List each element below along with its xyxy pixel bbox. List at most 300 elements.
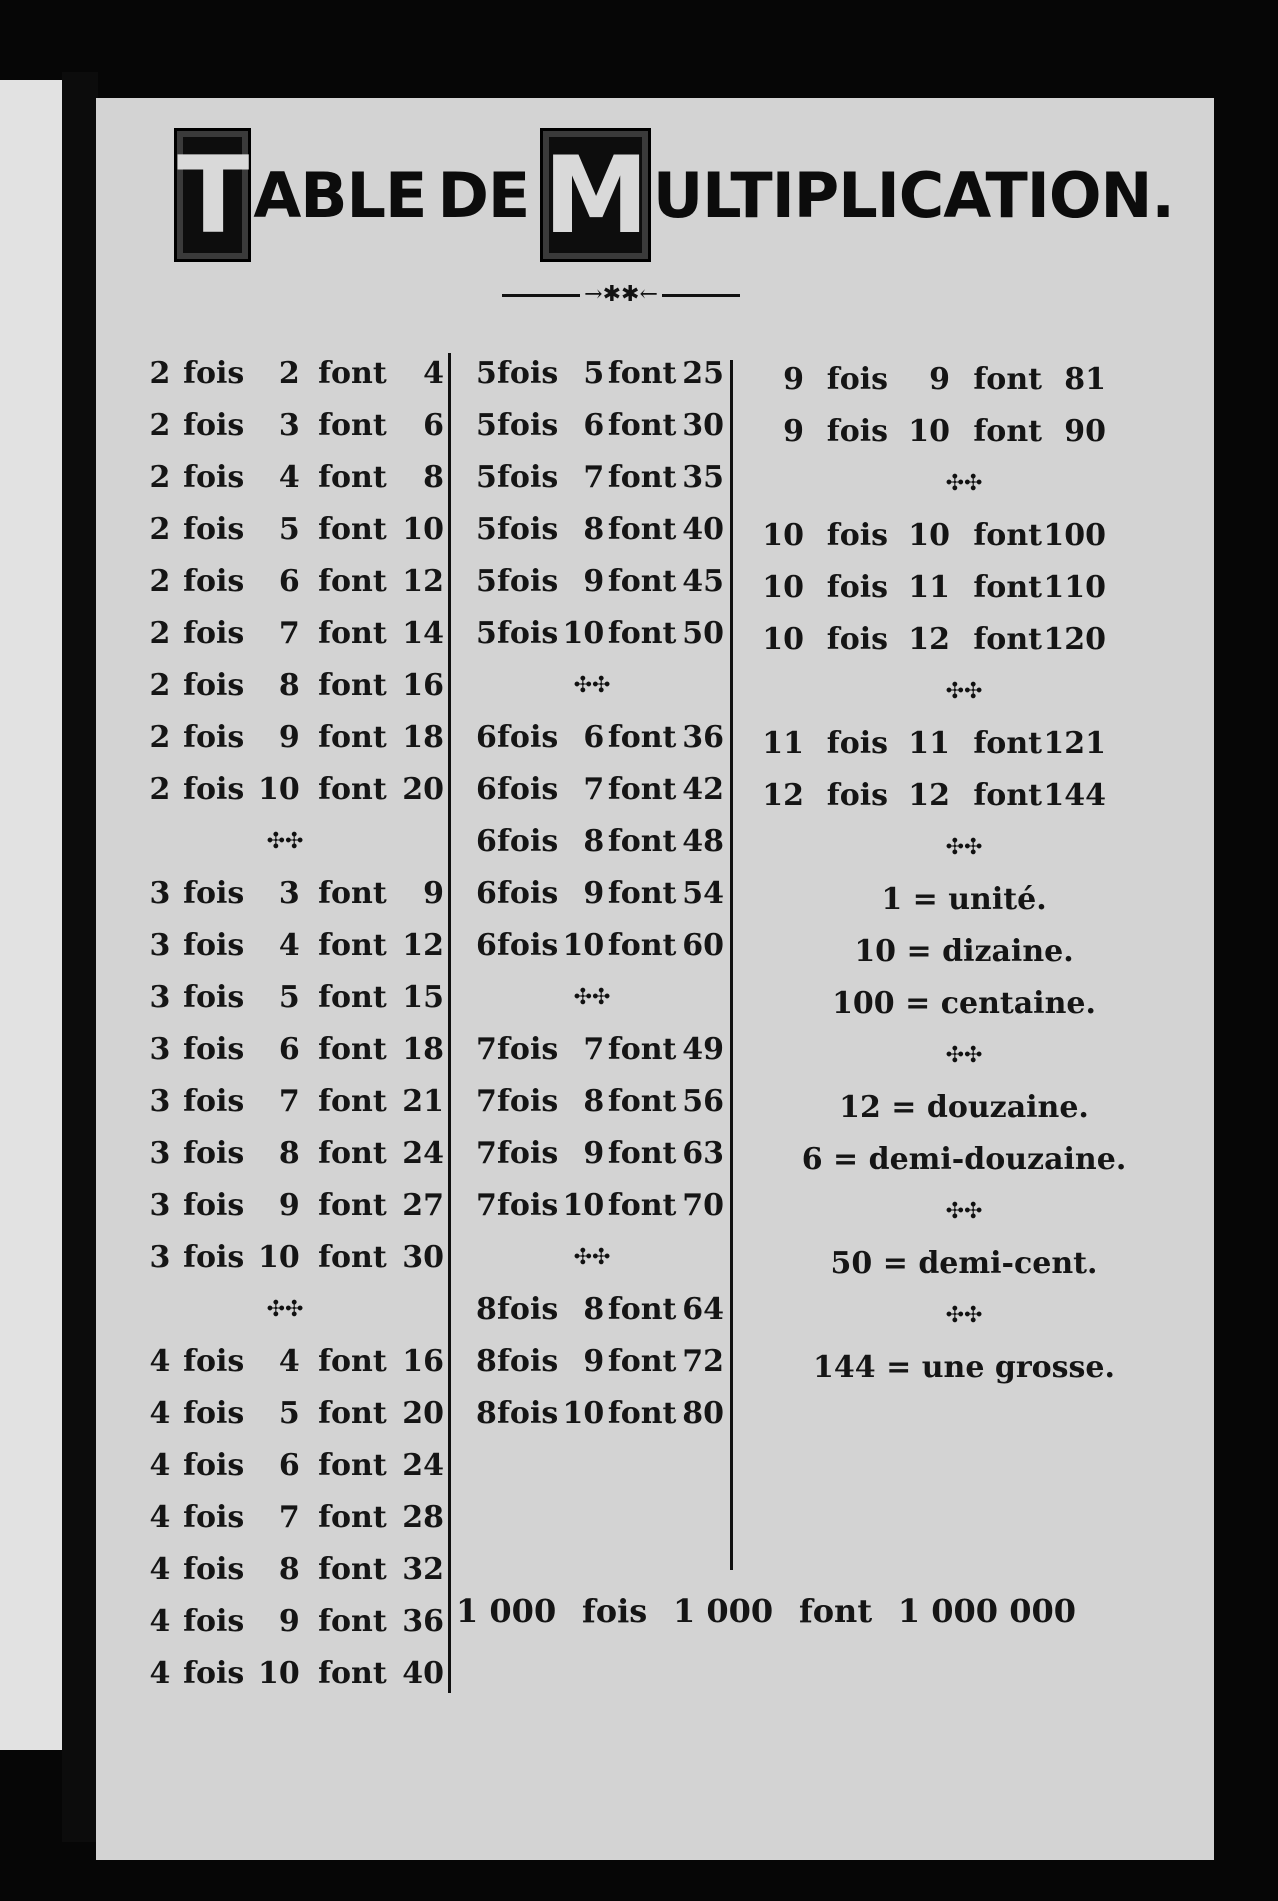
- row-cell-b: 8: [583, 512, 605, 547]
- table-column-3: [744, 354, 1184, 1394]
- row-cell-w1: fois: [183, 928, 245, 963]
- row-cell-a: 8: [475, 1396, 497, 1431]
- row-cell-a: 7: [475, 1136, 497, 1171]
- table-row: [126, 608, 444, 660]
- row-cell-w1: fois: [497, 1188, 559, 1223]
- group-separator: ✣✣: [266, 1297, 304, 1322]
- row-cell-a: 2: [149, 720, 171, 755]
- row-cell-p: 30: [402, 1240, 444, 1275]
- row-cell-p: 35: [682, 460, 724, 495]
- row-cell-w1: fois: [183, 720, 245, 755]
- row-cell-w2: font: [318, 356, 387, 391]
- column-rule-2: [730, 360, 733, 1570]
- group-separator: ✣✣: [945, 835, 983, 860]
- table-row: [460, 868, 724, 920]
- page-title: [174, 120, 1174, 270]
- row-cell-a: 2: [149, 564, 171, 599]
- row-cell-w2: font: [318, 616, 387, 651]
- row-cell-w1: fois: [826, 414, 888, 449]
- row-cell-p: 42: [682, 772, 724, 807]
- table-row: [126, 1336, 444, 1388]
- row-cell-p: 45: [682, 564, 724, 599]
- row-cell-a: 6: [475, 928, 497, 963]
- row-cell-w1: fois: [497, 1344, 559, 1379]
- document-page: [96, 98, 1214, 1860]
- row-cell-w1: fois: [183, 408, 245, 443]
- row-cell-w2: font: [318, 1136, 387, 1171]
- row-cell-w2: font: [318, 1656, 387, 1691]
- row-cell-a: 3: [149, 980, 171, 1015]
- row-cell-b: 8: [278, 1552, 300, 1587]
- row-cell-w2: font: [607, 460, 677, 495]
- table-column-2: [460, 348, 724, 1440]
- row-cell-a: 6: [475, 720, 497, 755]
- group-separator: ✣✣: [945, 1303, 983, 1328]
- row-cell-a: 10: [762, 570, 804, 605]
- row-cell-a: 5: [475, 356, 497, 391]
- table-row: [460, 712, 724, 764]
- table-row: [744, 354, 1184, 406]
- row-cell-p: 32: [402, 1552, 444, 1587]
- table-row: [126, 1024, 444, 1076]
- table-row: [126, 348, 444, 400]
- row-cell-b: 7: [278, 616, 300, 651]
- table-row: [126, 1076, 444, 1128]
- row-cell-a: 2: [149, 668, 171, 703]
- row-cell-p: 27: [402, 1188, 444, 1223]
- row-cell-w2: font: [607, 616, 677, 651]
- row-cell-p: 24: [402, 1448, 444, 1483]
- row-cell-p: 60: [682, 928, 724, 963]
- row-cell-w1: fois: [183, 1188, 245, 1223]
- row-cell-b: 3: [278, 876, 300, 911]
- row-cell-b: 9: [583, 1344, 605, 1379]
- row-cell-w2: font: [318, 1448, 387, 1483]
- row-cell-b: 9: [583, 564, 605, 599]
- row-cell-w1: fois: [497, 928, 559, 963]
- table-row: [460, 452, 724, 504]
- row-cell-b: 10: [258, 1240, 300, 1275]
- table-row: [126, 868, 444, 920]
- row-cell-w2: font: [973, 362, 1042, 397]
- row-cell-w1: fois: [183, 1084, 245, 1119]
- row-cell-w1: fois: [183, 1552, 245, 1587]
- table-row: [744, 562, 1184, 614]
- row-cell-w1: fois: [183, 1656, 245, 1691]
- row-cell-p: 63: [682, 1136, 724, 1171]
- row-cell-b: 4: [278, 928, 300, 963]
- row-cell-w2: font: [607, 876, 677, 911]
- row-cell-w2: font: [607, 564, 677, 599]
- final-product: 1 000 000: [897, 1592, 1076, 1630]
- row-cell-w1: fois: [183, 512, 245, 547]
- row-cell-b: 12: [908, 622, 950, 657]
- row-cell-w2: font: [318, 1396, 387, 1431]
- row-cell-b: 9: [929, 362, 950, 397]
- row-cell-a: 6: [475, 824, 497, 859]
- row-cell-w2: font: [318, 512, 387, 547]
- title-initial-t: T: [174, 128, 251, 262]
- row-cell-b: 6: [583, 408, 605, 443]
- row-cell-a: 11: [762, 726, 804, 761]
- row-cell-w2: font: [318, 1188, 387, 1223]
- row-cell-w1: fois: [826, 362, 888, 397]
- row-cell-w1: fois: [497, 1396, 559, 1431]
- table-row: [126, 400, 444, 452]
- row-cell-p: 18: [402, 1032, 444, 1067]
- row-cell-p: 50: [682, 616, 724, 651]
- table-row: [460, 764, 724, 816]
- row-cell-p: 15: [402, 980, 444, 1015]
- row-cell-w1: fois: [183, 1448, 245, 1483]
- row-cell-a: 4: [149, 1344, 171, 1379]
- row-cell-w1: fois: [183, 460, 245, 495]
- row-cell-w2: font: [973, 570, 1042, 605]
- title-word-able: ABLE: [253, 158, 427, 232]
- row-cell-a: 3: [149, 1240, 171, 1275]
- row-cell-a: 8: [475, 1344, 497, 1379]
- row-cell-w2: font: [318, 928, 387, 963]
- row-cell-w1: fois: [497, 1084, 559, 1119]
- row-cell-p: 20: [402, 772, 444, 807]
- row-cell-b: 8: [278, 1136, 300, 1171]
- row-cell-a: 4: [149, 1396, 171, 1431]
- row-cell-p: 18: [402, 720, 444, 755]
- row-cell-w1: fois: [183, 616, 245, 651]
- row-cell-w1: fois: [183, 564, 245, 599]
- table-row: [126, 1596, 444, 1648]
- row-cell-p: 56: [682, 1084, 724, 1119]
- row-cell-w2: font: [318, 1500, 387, 1535]
- row-cell-a: 3: [149, 1136, 171, 1171]
- row-cell-w2: font: [607, 1396, 677, 1431]
- final-a: 1 000: [456, 1592, 557, 1630]
- row-cell-p: 4: [423, 356, 444, 391]
- row-cell-w1: fois: [497, 564, 559, 599]
- row-cell-w1: fois: [183, 1500, 245, 1535]
- equivalence-line: 10 = dizaine.: [854, 934, 1074, 969]
- row-cell-w2: font: [607, 1292, 677, 1327]
- table-row: [126, 1440, 444, 1492]
- row-cell-w2: font: [973, 726, 1042, 761]
- equivalence-line: 12 = douzaine.: [839, 1090, 1089, 1125]
- row-cell-b: 8: [583, 824, 605, 859]
- row-cell-w2: font: [607, 1084, 677, 1119]
- row-cell-b: 8: [278, 668, 300, 703]
- row-cell-w1: fois: [183, 1136, 245, 1171]
- row-cell-w1: fois: [826, 622, 888, 657]
- table-row: [126, 1648, 444, 1700]
- row-cell-p: 110: [1043, 570, 1106, 605]
- row-cell-b: 12: [908, 778, 950, 813]
- row-cell-w2: font: [607, 1188, 677, 1223]
- row-cell-b: 4: [278, 460, 300, 495]
- row-cell-b: 7: [278, 1500, 300, 1535]
- row-cell-b: 6: [278, 1032, 300, 1067]
- row-cell-b: 6: [278, 1448, 300, 1483]
- row-cell-a: 5: [475, 564, 497, 599]
- row-cell-a: 3: [149, 876, 171, 911]
- row-cell-b: 10: [908, 414, 950, 449]
- row-cell-b: 9: [278, 1604, 300, 1639]
- row-cell-b: 10: [562, 928, 605, 963]
- row-cell-p: 120: [1043, 622, 1106, 657]
- row-cell-p: 12: [402, 564, 444, 599]
- row-cell-w1: fois: [497, 824, 559, 859]
- table-row: [460, 1388, 724, 1440]
- group-separator: ✣✣: [945, 471, 983, 496]
- table-row: [126, 1544, 444, 1596]
- table-row: [744, 614, 1184, 666]
- group-separator: ✣✣: [573, 673, 611, 698]
- row-cell-w1: fois: [497, 356, 559, 391]
- title-initial-m: M: [540, 128, 650, 262]
- table-row: [460, 1024, 724, 1076]
- row-cell-b: 7: [583, 1032, 605, 1067]
- table-column-1: [126, 348, 444, 1700]
- row-cell-b: 9: [278, 1188, 300, 1223]
- table-row: [126, 1180, 444, 1232]
- row-cell-w2: font: [973, 518, 1042, 553]
- row-cell-w1: fois: [183, 1032, 245, 1067]
- row-cell-p: 21: [402, 1084, 444, 1119]
- row-cell-a: 8: [475, 1292, 497, 1327]
- row-cell-b: 8: [583, 1292, 605, 1327]
- row-cell-p: 100: [1043, 518, 1106, 553]
- row-cell-b: 11: [908, 570, 950, 605]
- row-cell-p: 14: [402, 616, 444, 651]
- row-cell-w2: font: [318, 1552, 387, 1587]
- table-row: [126, 452, 444, 504]
- row-cell-p: 16: [402, 1344, 444, 1379]
- row-cell-a: 5: [475, 460, 497, 495]
- row-cell-w2: font: [607, 512, 677, 547]
- row-cell-p: 24: [402, 1136, 444, 1171]
- title-word-de: DE: [437, 158, 530, 232]
- adjacent-page-edge: [0, 80, 62, 1750]
- row-cell-p: 121: [1043, 726, 1106, 761]
- equivalence-line: 144 = une grosse.: [813, 1350, 1115, 1385]
- row-cell-p: 81: [1064, 362, 1106, 397]
- table-row: [744, 406, 1184, 458]
- table-row: [126, 556, 444, 608]
- final-b: 1 000: [672, 1592, 774, 1630]
- row-cell-p: 16: [402, 668, 444, 703]
- row-cell-w1: fois: [826, 570, 888, 605]
- table-row: [744, 718, 1184, 770]
- row-cell-p: 64: [682, 1292, 724, 1327]
- row-cell-b: 5: [278, 512, 300, 547]
- equivalence-line: 1 = unité.: [881, 882, 1047, 917]
- row-cell-w2: font: [318, 1032, 387, 1067]
- table-row: [460, 1076, 724, 1128]
- row-cell-p: 49: [682, 1032, 724, 1067]
- row-cell-p: 12: [402, 928, 444, 963]
- table-row: [744, 510, 1184, 562]
- row-cell-w2: font: [318, 564, 387, 599]
- row-cell-p: 8: [423, 460, 444, 495]
- row-cell-w1: fois: [183, 1396, 245, 1431]
- row-cell-w1: fois: [497, 720, 559, 755]
- row-cell-w2: font: [318, 460, 387, 495]
- table-row: [460, 504, 724, 556]
- row-cell-b: 4: [278, 1344, 300, 1379]
- row-cell-a: 4: [149, 1656, 171, 1691]
- row-cell-w1: fois: [497, 1292, 559, 1327]
- row-cell-b: 8: [583, 1084, 605, 1119]
- group-separator: ✣✣: [945, 679, 983, 704]
- row-cell-p: 6: [423, 408, 444, 443]
- table-row: [460, 1336, 724, 1388]
- row-cell-a: 10: [762, 622, 804, 657]
- row-cell-w1: fois: [183, 980, 245, 1015]
- table-row: [126, 764, 444, 816]
- table-row: [460, 920, 724, 972]
- row-cell-w2: font: [607, 1344, 677, 1379]
- row-cell-a: 5: [475, 408, 497, 443]
- final-line: [456, 1592, 1076, 1630]
- row-cell-w2: font: [318, 1344, 387, 1379]
- row-cell-w1: fois: [497, 408, 559, 443]
- book-spine: [62, 72, 98, 1842]
- row-cell-a: 3: [149, 1188, 171, 1223]
- table-row: [460, 816, 724, 868]
- row-cell-w1: fois: [497, 616, 559, 651]
- group-separator: ✣✣: [945, 1043, 983, 1068]
- row-cell-a: 3: [149, 1084, 171, 1119]
- equivalence-line: 100 = centaine.: [832, 986, 1096, 1021]
- row-cell-a: 3: [149, 928, 171, 963]
- group-separator: ✣✣: [266, 829, 304, 854]
- row-cell-a: 4: [149, 1500, 171, 1535]
- row-cell-b: 10: [562, 616, 605, 651]
- row-cell-b: 6: [583, 720, 605, 755]
- row-cell-b: 5: [278, 980, 300, 1015]
- row-cell-p: 70: [682, 1188, 724, 1223]
- row-cell-w2: font: [607, 1136, 677, 1171]
- row-cell-w1: fois: [183, 356, 245, 391]
- row-cell-w2: font: [318, 1084, 387, 1119]
- row-cell-w1: fois: [826, 726, 888, 761]
- row-cell-p: 40: [682, 512, 724, 547]
- row-cell-w2: font: [973, 414, 1042, 449]
- row-cell-a: 5: [475, 512, 497, 547]
- row-cell-p: 25: [682, 356, 724, 391]
- row-cell-a: 2: [149, 772, 171, 807]
- row-cell-a: 7: [475, 1188, 497, 1223]
- row-cell-b: 10: [562, 1396, 605, 1431]
- row-cell-b: 9: [278, 720, 300, 755]
- table-row: [460, 1128, 724, 1180]
- row-cell-w2: font: [318, 1604, 387, 1639]
- row-cell-b: 10: [258, 772, 300, 807]
- row-cell-w2: font: [607, 772, 677, 807]
- row-cell-w1: fois: [183, 876, 245, 911]
- row-cell-p: 80: [682, 1396, 724, 1431]
- row-cell-a: 2: [149, 460, 171, 495]
- table-row: [126, 504, 444, 556]
- row-cell-w2: font: [973, 622, 1042, 657]
- table-row: [460, 608, 724, 660]
- row-cell-b: 7: [583, 460, 605, 495]
- table-row: [126, 1388, 444, 1440]
- row-cell-a: 2: [149, 408, 171, 443]
- row-cell-w1: fois: [183, 1240, 245, 1275]
- column-rule-1: [448, 353, 451, 1693]
- row-cell-w1: fois: [183, 1344, 245, 1379]
- row-cell-w1: fois: [497, 1136, 559, 1171]
- row-cell-w2: font: [318, 408, 387, 443]
- row-cell-a: 9: [783, 362, 804, 397]
- row-cell-w2: font: [607, 720, 677, 755]
- row-cell-w1: fois: [183, 772, 245, 807]
- row-cell-a: 10: [762, 518, 804, 553]
- row-cell-a: 9: [783, 414, 804, 449]
- row-cell-a: 6: [475, 772, 497, 807]
- row-cell-w2: font: [318, 668, 387, 703]
- equivalence-line: 6 = demi-douzaine.: [801, 1142, 1127, 1177]
- row-cell-w2: font: [318, 772, 387, 807]
- title-ornament: →✱✱←: [502, 282, 740, 308]
- row-cell-p: 72: [682, 1344, 724, 1379]
- row-cell-a: 3: [149, 1032, 171, 1067]
- row-cell-w2: font: [607, 1032, 677, 1067]
- row-cell-b: 5: [278, 1396, 300, 1431]
- row-cell-p: 20: [402, 1396, 444, 1431]
- row-cell-b: 10: [562, 1188, 605, 1223]
- row-cell-p: 10: [402, 512, 444, 547]
- row-cell-b: 9: [583, 1136, 605, 1171]
- title-word-ultiplication: ULTIPLICATION.: [652, 158, 1174, 232]
- row-cell-p: 48: [682, 824, 724, 859]
- table-row: [460, 400, 724, 452]
- row-cell-w1: fois: [497, 876, 559, 911]
- table-row: [126, 660, 444, 712]
- row-cell-a: 2: [149, 616, 171, 651]
- row-cell-p: 144: [1043, 778, 1106, 813]
- row-cell-w2: font: [318, 720, 387, 755]
- row-cell-w2: font: [607, 824, 677, 859]
- row-cell-b: 7: [583, 772, 605, 807]
- row-cell-p: 54: [682, 876, 724, 911]
- row-cell-a: 4: [149, 1604, 171, 1639]
- row-cell-p: 36: [402, 1604, 444, 1639]
- row-cell-w2: font: [607, 408, 677, 443]
- row-cell-p: 28: [402, 1500, 444, 1535]
- row-cell-a: 5: [475, 616, 497, 651]
- row-cell-p: 40: [402, 1656, 444, 1691]
- row-cell-w1: fois: [826, 518, 888, 553]
- table-row: [460, 1284, 724, 1336]
- table-row: [460, 556, 724, 608]
- row-cell-w2: font: [607, 356, 677, 391]
- row-cell-b: 3: [278, 408, 300, 443]
- equivalence-line: 50 = demi-cent.: [830, 1246, 1098, 1281]
- row-cell-w1: fois: [497, 772, 559, 807]
- row-cell-w2: font: [318, 1240, 387, 1275]
- table-row: [126, 920, 444, 972]
- row-cell-w2: font: [318, 876, 387, 911]
- row-cell-a: 7: [475, 1032, 497, 1067]
- row-cell-w1: fois: [497, 512, 559, 547]
- row-cell-a: 7: [475, 1084, 497, 1119]
- row-cell-w1: fois: [497, 460, 559, 495]
- final-fois: fois: [581, 1592, 648, 1630]
- row-cell-b: 2: [278, 356, 300, 391]
- table-row: [744, 770, 1184, 822]
- row-cell-b: 9: [583, 876, 605, 911]
- row-cell-p: 9: [423, 876, 444, 911]
